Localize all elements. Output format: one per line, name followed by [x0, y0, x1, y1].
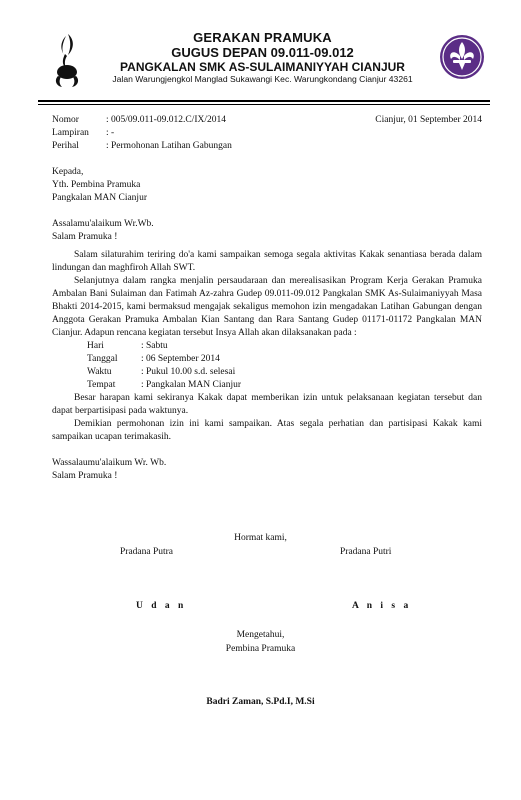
paragraph-purpose: Selanjutnya dalam rangka menjalin persaudaraan dan merealisasikan Program Kerja Gerakan Pramuka Ambalan Bani Sulaiman dan Fatimah Az-zahra Gudep 09.011-09.012 Pangkalan SMK As-Sulaimaniyyah Masa Bhakti 2014-2015, kami bermaksud mengajak sekaligus memohon izin mengadakan Latihan Gabungan dengan Anggota Gerakan Pramuka Ambalan Kian Santang dan Rara Santang Gudep 01171-01172 Pangkalan MAN Cianjur. Adapun rencana kegiatan tersebut Insya Allah akan dilaksanakan pada :	[52, 276, 482, 338]
org-name: GERAKAN PRAMUKA	[193, 30, 332, 45]
detail-row: Tanggal : 06 September 2014	[87, 354, 220, 364]
pembina-title: Pembina Pramuka	[225, 644, 296, 654]
tunas-kelapa-icon	[52, 32, 82, 88]
right-signer-title: Pradana Putri	[340, 547, 392, 557]
letter-body	[52, 114, 482, 483]
letterhead-rule-thick	[38, 100, 490, 102]
greeting-line: Salam Pramuka !	[52, 232, 118, 242]
paragraph-hope: Besar harapan kami sekiranya Kakak dapat memberikan izin untuk pelaksanaan kegiatan tersebut dan dapat berpartisipasi pada waktunya.	[52, 393, 482, 416]
meta-nomor: Nomor : 005/09.011-09.012.C/IX/2014	[52, 115, 226, 125]
left-signer-title: Pradana Putra	[120, 547, 174, 557]
closing-line: Wassalaumu'alaikum Wr. Wb.	[52, 458, 167, 468]
letter-date: Cianjur, 01 September 2014	[375, 115, 482, 125]
right-signer-name: A n i s a	[352, 601, 412, 611]
pangkalan-name: PANGKALAN SMK AS-SULAIMANIYYAH CIANJUR	[120, 60, 405, 74]
letterhead	[40, 30, 485, 88]
detail-row: Hari : Sabtu	[87, 341, 168, 351]
recipient-line: Yth. Pembina Pramuka	[52, 180, 141, 190]
closing-line: Salam Pramuka !	[52, 471, 118, 481]
paragraph-closing: Demikian permohonan izin ini kami sampaikan. Atas segala perhatian dan partisipasi Kakak kami sampaikan ucapan terimakasih.	[52, 419, 482, 442]
detail-row: Tempat : Pangkalan MAN Cianjur	[87, 380, 242, 390]
scout-fleur-de-lis-icon	[439, 34, 485, 80]
letterhead-rule-thin	[38, 104, 490, 105]
meta-perihal: Perihal : Permohonan Latihan Gabungan	[52, 141, 232, 151]
recipient-line: Pangkalan MAN Cianjur	[52, 193, 147, 203]
recipient-line: Kepada,	[52, 167, 84, 177]
mengetahui: Mengetahui,	[236, 630, 285, 640]
letterhead-text	[90, 30, 435, 85]
hormat-kami: Hormat kami,	[234, 533, 287, 543]
gudep-name: GUGUS DEPAN 09.011-09.012	[171, 45, 354, 60]
greeting-line: Assalamu'alaikum Wr.Wb.	[52, 219, 154, 229]
paragraph-opening: Salam silaturahim teriring do'a kami sampaikan semoga segala aktivitas Kakak senantiasa berada dalam lindungan dan maghfiroh Allah SWT.	[52, 250, 482, 273]
address: Jalan Warungjengkol Manglad Sukawangi Kec. Warungkondang Cianjur 43261	[112, 74, 413, 84]
pembina-name: Badri Zaman, S.Pd.I, M.Si	[206, 697, 315, 707]
meta-lampiran: Lampiran : -	[52, 128, 115, 138]
left-signer-name: U d a n	[136, 601, 187, 611]
detail-row: Waktu : Pukul 10.00 s.d. selesai	[87, 367, 236, 377]
